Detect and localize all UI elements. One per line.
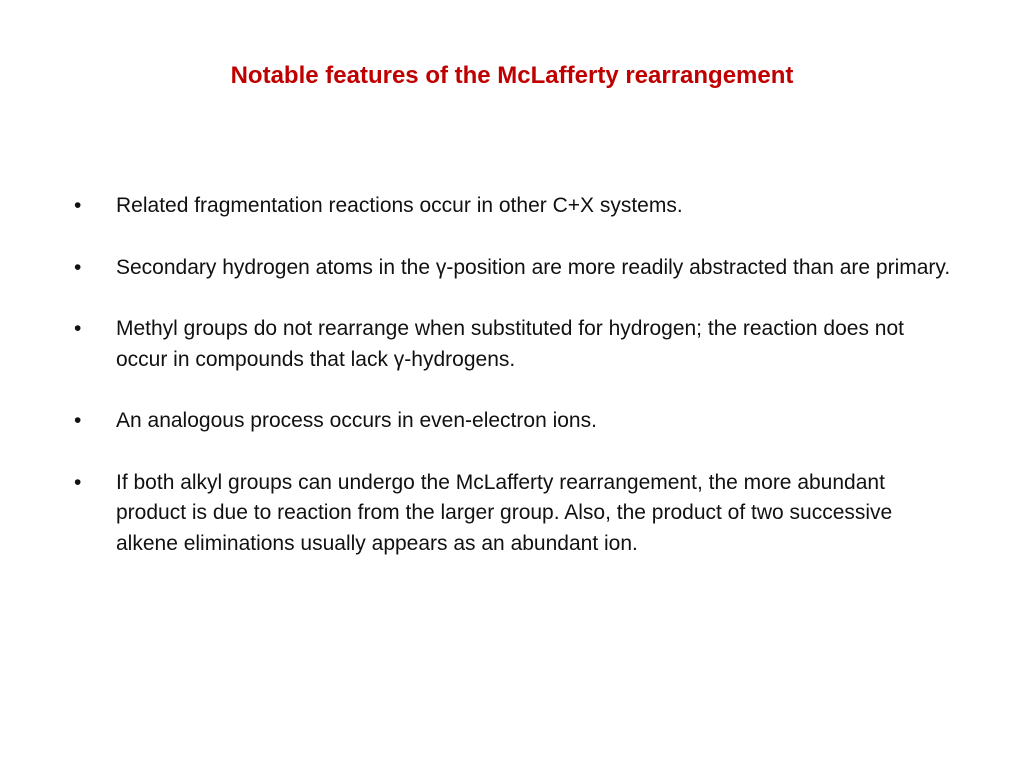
bullet-text: If both alkyl groups can undergo the McLafferty rearrangement, the more abundant product is due to reaction from the larger group. Also, the product of two successive alkene eliminations usually appears as an abundant ion. [116, 470, 893, 555]
bullet-text: Related fragmentation reactions occur in other C+X systems. [116, 194, 683, 217]
bullet-text: Secondary hydrogen atoms in the γ-position are more readily abstracted than are primary. [116, 255, 951, 279]
bullet-dot-icon: • [74, 409, 82, 432]
bullet-text: Methyl groups do not rearrange when substituted for hydrogen; the reaction does not occur in compounds that lack γ-hydrogens. [116, 317, 904, 371]
bullet-item [74, 406, 954, 437]
bullet-item [74, 191, 954, 222]
bullet-item [74, 253, 954, 284]
bullet-item [74, 468, 954, 560]
bullet-dot-icon: • [74, 317, 82, 340]
bullet-dot-icon: • [74, 255, 82, 279]
bullet-dot-icon: • [74, 194, 82, 217]
bullet-item [74, 314, 954, 375]
bullet-list [74, 191, 954, 590]
bullet-dot-icon: • [74, 470, 82, 494]
bullet-text: An analogous process occurs in even-electron ions. [116, 409, 597, 432]
slide-title: Notable features of the McLafferty rearrangement [230, 62, 794, 89]
